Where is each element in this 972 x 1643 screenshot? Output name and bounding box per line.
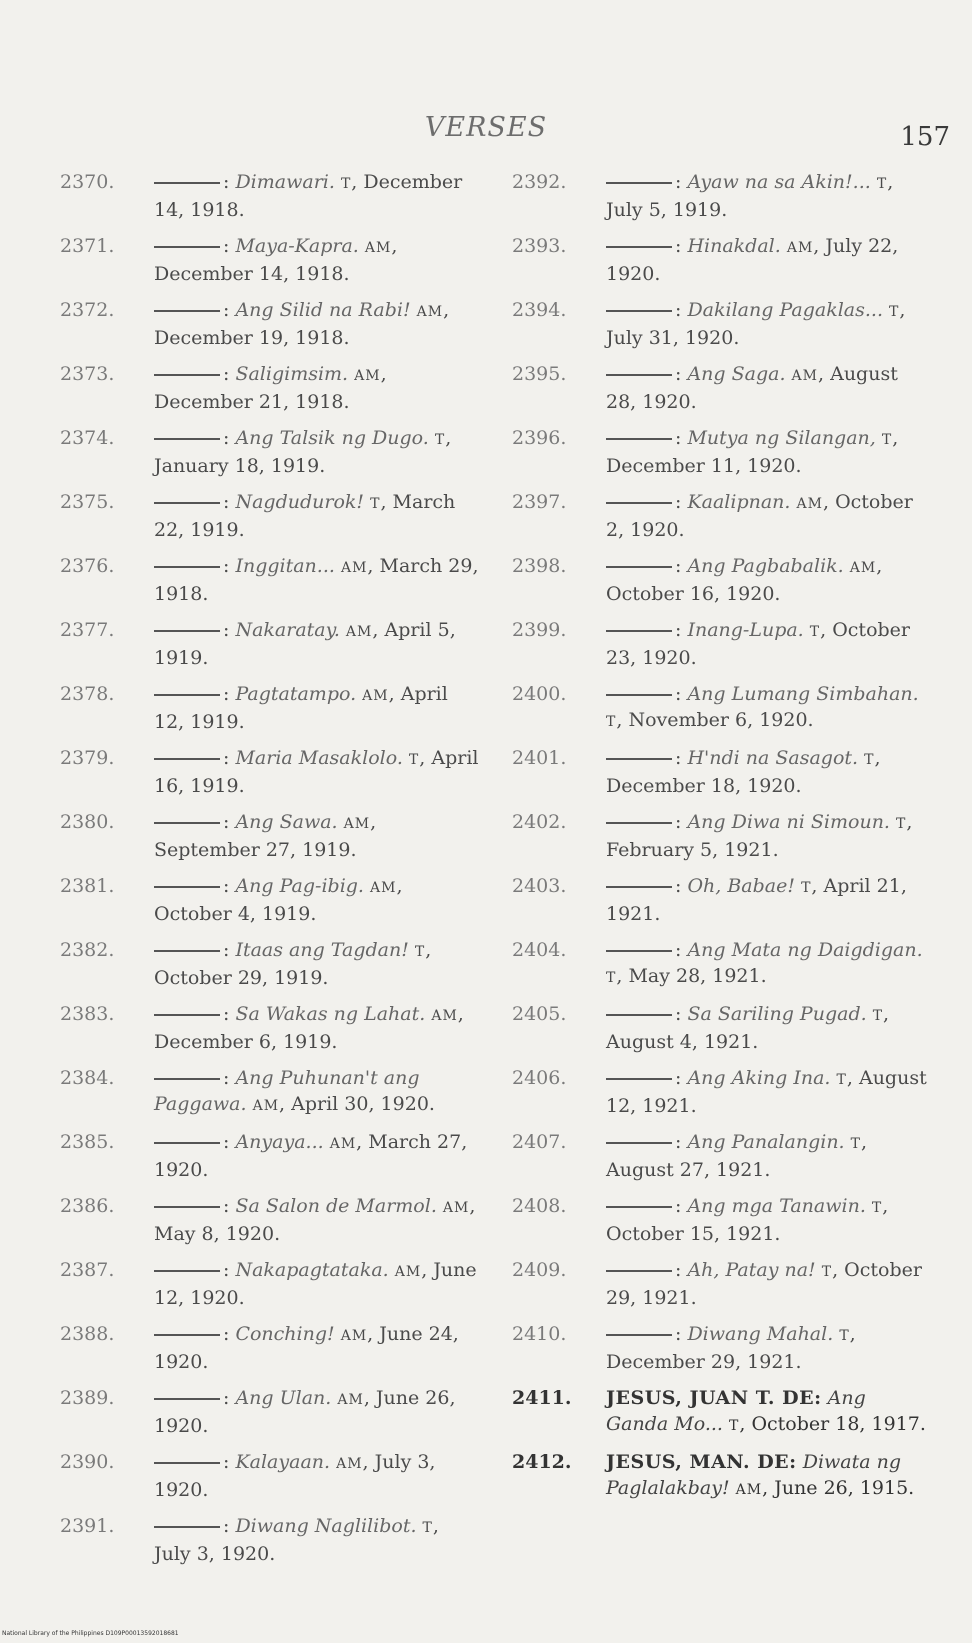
bibliography-entry: 2371. : Maya-Kapra. AM, December 14, 1918. <box>60 235 398 285</box>
entry-date: July 3, 1920. <box>154 1451 436 1501</box>
ditto-dash <box>606 694 672 696</box>
entry-title: Ang Lumang Simbahan. <box>687 683 919 705</box>
bibliography-entry: 2394. : Dakilang Pagaklas... T, July 31, 1920. <box>512 299 906 349</box>
entry-date: June 12, 1920. <box>154 1259 477 1309</box>
entry-code: AM <box>345 624 373 640</box>
bibliography-entry: 2389. : Ang Ulan. AM, June 26, 1920. <box>60 1387 456 1437</box>
entry-author: JESUS, JUAN T. DE: <box>606 1387 822 1409</box>
entry-number: 2405. <box>512 1003 567 1025</box>
entry-code: AM <box>329 1136 357 1152</box>
entry-code: T <box>729 1417 740 1434</box>
entry-date: August 4, 1921. <box>606 1030 759 1053</box>
entry-code: T <box>896 816 907 832</box>
bibliography-entry: 2404. : Ang Mata ng Daigdigan. T, May 28, 1921. <box>512 939 923 987</box>
running-title: VERSES <box>424 112 548 143</box>
ditto-dash <box>606 1142 672 1144</box>
entry-date: October 4, 1919. <box>154 902 317 925</box>
entry-number: 2392. <box>512 171 567 193</box>
ditto-dash <box>154 182 220 184</box>
entry-number: 2393. <box>512 235 567 257</box>
entry-date: April 5, 1919. <box>154 619 456 669</box>
entry-code: AM <box>370 880 397 896</box>
bibliography-entry: 2384. : Ang Puhunan't ang Paggawa. AM, April 30, 1920. <box>60 1067 435 1115</box>
entry-number: 2378. <box>60 683 115 705</box>
entry-code: AM <box>796 496 823 512</box>
bibliography-entry: 2412. JESUS, MAN. DE: Diwata ng Paglalakbay! AM, June 26, 1915. <box>512 1451 915 1499</box>
entry-number: 2400. <box>512 683 567 705</box>
entry-date: March 29, 1918. <box>154 555 479 605</box>
entry-code: T <box>370 496 381 512</box>
entry-title: Ang Sawa. <box>235 811 338 833</box>
entry-date: March 22, 1919. <box>154 491 456 541</box>
entry-title: Pagtatampo. <box>235 683 357 705</box>
entry-title: Ang Aking Ina. <box>687 1067 831 1089</box>
entry-author: JESUS, MAN. DE: <box>606 1451 797 1473</box>
ditto-dash <box>606 374 672 376</box>
entry-number: 2383. <box>60 1003 115 1025</box>
entry-code: T <box>864 752 875 768</box>
bibliography-entry: 2403. : Oh, Babae! T, April 21, 1921. <box>512 875 907 925</box>
ditto-dash <box>154 1270 220 1272</box>
entry-number: 2373. <box>60 363 115 385</box>
ditto-dash <box>606 630 672 632</box>
entry-date: October 15, 1921. <box>606 1222 781 1245</box>
ditto-dash <box>154 1526 220 1528</box>
entry-number: 2391. <box>60 1515 115 1537</box>
ditto-dash <box>154 822 220 824</box>
page-header <box>0 112 972 162</box>
entry-code: AM <box>340 1328 368 1344</box>
entry-code: AM <box>343 816 371 832</box>
ditto-dash <box>606 502 672 504</box>
entry-date: October 18, 1917. <box>751 1412 926 1435</box>
entry-number: 2407. <box>512 1131 567 1153</box>
entry-code: AM <box>340 560 368 576</box>
entry-title: Ah, Patay na! <box>687 1259 816 1281</box>
entry-number: 2385. <box>60 1131 115 1153</box>
entry-title: Ang Ganda Mo... <box>606 1387 866 1435</box>
entry-date: April 30, 1920. <box>291 1092 435 1115</box>
entry-title: Sa Sariling Pugad. <box>687 1003 867 1025</box>
entry-date: April 21, 1921. <box>606 875 907 925</box>
entry-number: 2395. <box>512 363 567 385</box>
ditto-dash <box>606 1078 672 1080</box>
ditto-dash <box>154 694 220 696</box>
bibliography-entry: 2406. : Ang Aking Ina. T, August 12, 1921. <box>512 1067 927 1117</box>
entry-code: T <box>434 432 446 448</box>
entry-date: August 28, 1920. <box>606 363 898 413</box>
bibliography-entry: 2400. : Ang Lumang Simbahan. T, November 6, 1920. <box>512 683 919 731</box>
entry-number: 2409. <box>512 1259 567 1281</box>
entry-code: AM <box>786 240 814 256</box>
entry-title: Ang Mata ng Daigdigan. <box>687 939 923 961</box>
entry-number: 2394. <box>512 299 567 321</box>
entry-title: Ang Diwa ni Simoun. <box>687 811 890 833</box>
ditto-dash <box>154 310 220 312</box>
entry-number: 2370. <box>60 171 115 193</box>
entry-code: AM <box>442 1200 470 1216</box>
bibliography-entry: 2373. : Saligimsim. AM, December 21, 1918. <box>60 363 387 413</box>
footer-credit: National Library of the Philippines D109P00013592018681 <box>2 1630 179 1637</box>
entry-code: T <box>408 752 420 768</box>
entry-title: Dakilang Pagaklas... <box>687 299 883 321</box>
ditto-dash <box>606 822 672 824</box>
entry-date: July 31, 1920. <box>606 326 740 349</box>
bibliography-entry: 2411. JESUS, JUAN T. DE: Ang Ganda Mo... T, October 18, 1917. <box>512 1387 926 1435</box>
bibliography-entry: 2387. : Nakapagtataka. AM, June 12, 1920. <box>60 1259 477 1309</box>
ditto-dash <box>154 374 220 376</box>
entry-date: October 23, 1920. <box>606 619 910 669</box>
entry-title: Anyaya... <box>235 1131 324 1153</box>
ditto-dash <box>154 630 220 632</box>
ditto-dash <box>154 950 220 952</box>
entry-title: Ang Panalangin. <box>687 1131 845 1153</box>
bibliography-entry: 2408. : Ang mga Tanawin. T, October 15, 1921. <box>512 1195 889 1245</box>
bibliography-entry: 2391. : Diwang Naglilibot. T, July 3, 1920. <box>60 1515 439 1565</box>
entry-code: AM <box>416 304 444 320</box>
entry-number: 2406. <box>512 1067 567 1089</box>
bibliography-entry: 2381. : Ang Pag-ibig. AM, October 4, 1919. <box>60 875 403 925</box>
entry-title: Diwang Naglilibot. <box>235 1515 417 1537</box>
ditto-dash <box>154 758 220 760</box>
entry-date: October 29, 1919. <box>154 966 329 989</box>
entry-title: Diwata ng Paglalakbay! <box>606 1451 902 1499</box>
entry-title: Maya-Kapra. <box>235 235 359 257</box>
entry-date: December 21, 1918. <box>154 390 350 413</box>
entry-number: 2375. <box>60 491 115 513</box>
entry-title: Ang Pag-ibig. <box>235 875 364 897</box>
entry-date: July 5, 1919. <box>606 198 728 221</box>
entry-title: Nakaratay. <box>235 619 340 641</box>
entry-date: August 12, 1921. <box>606 1067 927 1117</box>
entry-number: 2411. <box>512 1387 572 1409</box>
entry-code: AM <box>394 1264 422 1280</box>
entry-number: 2387. <box>60 1259 115 1281</box>
ditto-dash <box>154 438 220 440</box>
entry-code: AM <box>354 368 381 384</box>
bibliography-entry: 2383. : Sa Wakas ng Lahat. AM, December 6, 1919. <box>60 1003 464 1053</box>
ditto-dash <box>154 502 220 504</box>
entry-date: July 22, 1920. <box>606 235 899 285</box>
bibliography-entry: 2393. : Hinakdal. AM, July 22, 1920. <box>512 235 899 285</box>
entry-title: Sa Wakas ng Lahat. <box>235 1003 426 1025</box>
entry-title: Dimawari. <box>235 171 335 193</box>
entry-code: T <box>881 432 893 448</box>
entry-number: 2381. <box>60 875 115 897</box>
entry-title: Inggitan... <box>235 555 335 577</box>
entry-code: T <box>340 176 352 192</box>
entry-number: 2389. <box>60 1387 115 1409</box>
ditto-dash <box>154 1462 220 1464</box>
entry-number: 2380. <box>60 811 115 833</box>
entry-title: Ang mga Tanawin. <box>687 1195 866 1217</box>
page-number: 157 <box>900 122 950 152</box>
bibliography-entry: 2407. : Ang Panalangin. T, August 27, 1921. <box>512 1131 868 1181</box>
bibliography-entry: 2409. : Ah, Patay na! T, October 29, 1921. <box>512 1259 922 1309</box>
entry-date: October 2, 1920. <box>606 491 913 541</box>
entry-number: 2403. <box>512 875 567 897</box>
entry-number: 2371. <box>60 235 115 257</box>
ditto-dash <box>154 1014 220 1016</box>
entry-number: 2399. <box>512 619 567 641</box>
ditto-dash <box>154 1398 220 1400</box>
ditto-dash <box>154 886 220 888</box>
bibliography-entry: 2398. : Ang Pagbabalik. AM, October 16, 1920. <box>512 555 883 605</box>
bibliography-entry: 2397. : Kaalipnan. AM, October 2, 1920. <box>512 491 913 541</box>
ditto-dash <box>154 1078 220 1080</box>
entry-number: 2374. <box>60 427 115 449</box>
bibliography-entry: 2376. : Inggitan... AM, March 29, 1918. <box>60 555 479 605</box>
ditto-dash <box>154 1206 220 1208</box>
bibliography-entry: 2385. : Anyaya... AM, March 27, 1920. <box>60 1131 468 1181</box>
entry-title: Mutya ng Silangan, <box>687 427 876 449</box>
entry-code: T <box>889 304 900 320</box>
entry-code: T <box>839 1328 850 1344</box>
entry-title: Inang-Lupa. <box>687 619 804 641</box>
left-column <box>60 170 480 1578</box>
entry-code: T <box>872 1008 884 1024</box>
bibliography-entry: 2382. : Itaas ang Tagdan! T, October 29, 1919. <box>60 939 432 989</box>
entry-date: August 27, 1921. <box>606 1158 771 1181</box>
entry-code: T <box>876 176 888 192</box>
entry-number: 2412. <box>512 1451 572 1473</box>
entry-date: December 18, 1920. <box>606 774 802 797</box>
entry-date: June 26, 1915. <box>774 1476 915 1499</box>
entry-code: AM <box>791 368 818 384</box>
entry-code: T <box>821 1264 833 1280</box>
ditto-dash <box>154 1142 220 1144</box>
entry-number: 2390. <box>60 1451 115 1473</box>
entry-title: Ayaw na sa Akin!... <box>687 171 871 193</box>
bibliography-entry: 2388. : Conching! AM, June 24, 1920. <box>60 1323 459 1373</box>
entry-date: May 8, 1920. <box>154 1222 281 1245</box>
entry-date: June 26, 1920. <box>154 1387 456 1437</box>
entry-title: Ang Saga. <box>687 363 786 385</box>
entry-date: May 28, 1921. <box>628 964 767 987</box>
entry-code: AM <box>849 560 877 576</box>
bibliography-entry: 2379. : Maria Masaklolo. T, April 16, 1919. <box>60 747 479 797</box>
entry-date: December 29, 1921. <box>606 1350 802 1373</box>
entry-title: Kaalipnan. <box>687 491 791 513</box>
ditto-dash <box>606 1334 672 1336</box>
entry-number: 2410. <box>512 1323 567 1345</box>
bibliography-entry: 2380. : Ang Sawa. AM, September 27, 1919. <box>60 811 377 861</box>
entry-code: T <box>422 1520 433 1536</box>
entry-title: Ang Ulan. <box>235 1387 332 1409</box>
ditto-dash <box>606 246 672 248</box>
ditto-dash <box>606 566 672 568</box>
entry-code: AM <box>337 1392 364 1408</box>
entry-number: 2377. <box>60 619 115 641</box>
bibliography-entry: 2405. : Sa Sariling Pugad. T, August 4, 1921. <box>512 1003 890 1053</box>
ditto-dash <box>154 1334 220 1336</box>
entry-code: T <box>871 1200 883 1216</box>
entry-date: December 19, 1918. <box>154 326 350 349</box>
entry-code: AM <box>364 240 392 256</box>
entry-code: T <box>606 713 617 730</box>
entry-date: September 27, 1919. <box>154 838 357 861</box>
entry-number: 2376. <box>60 555 115 577</box>
entry-number: 2372. <box>60 299 115 321</box>
bibliography-entry: 2410. : Diwang Mahal. T, December 29, 1921. <box>512 1323 856 1373</box>
ditto-dash <box>606 182 672 184</box>
entry-date: February 5, 1921. <box>606 838 779 861</box>
entry-date: December 6, 1919. <box>154 1030 338 1053</box>
entry-title: Sa Salon de Marmol. <box>235 1195 437 1217</box>
ditto-dash <box>606 1270 672 1272</box>
bibliography-entry: 2399. : Inang-Lupa. T, October 23, 1920. <box>512 619 910 669</box>
bibliography-entry: 2392. : Ayaw na sa Akin!... T, July 5, 1919. <box>512 171 894 221</box>
entry-title: Kalayaan. <box>235 1451 331 1473</box>
entry-number: 2397. <box>512 491 567 513</box>
right-column <box>512 170 932 1514</box>
bibliography-entry: 2395. : Ang Saga. AM, August 28, 1920. <box>512 363 898 413</box>
entry-code: T <box>606 969 617 986</box>
entry-code: T <box>836 1072 847 1088</box>
bibliography-entry: 2401. : H'ndi na Sasagot. T, December 18, 1920. <box>512 747 881 797</box>
entry-title: Ang Puhunan't ang Paggawa. <box>154 1067 420 1115</box>
entry-title: H'ndi na Sasagot. <box>687 747 859 769</box>
entry-date: June 24, 1920. <box>154 1323 459 1373</box>
entry-date: January 18, 1919. <box>154 454 326 477</box>
entry-code: T <box>801 880 812 896</box>
entry-code: AM <box>431 1008 458 1024</box>
entry-date: April 16, 1919. <box>154 747 479 797</box>
ditto-dash <box>606 310 672 312</box>
bibliography-entry: 2377. : Nakaratay. AM, April 5, 1919. <box>60 619 456 669</box>
entry-number: 2382. <box>60 939 115 961</box>
ditto-dash <box>606 438 672 440</box>
ditto-dash <box>154 566 220 568</box>
bibliography-entry: 2370. : Dimawari. T, December 14, 1918. <box>60 171 463 221</box>
bibliography-entry: 2386. : Sa Salon de Marmol. AM, May 8, 1920. <box>60 1195 476 1245</box>
bibliography-entry: 2402. : Ang Diwa ni Simoun. T, February 5, 1921. <box>512 811 913 861</box>
ditto-dash <box>606 1206 672 1208</box>
ditto-dash <box>606 950 672 952</box>
entry-date: October 29, 1921. <box>606 1259 922 1309</box>
entry-number: 2398. <box>512 555 567 577</box>
entry-number: 2401. <box>512 747 567 769</box>
entry-title: Ang Talsik ng Dugo. <box>235 427 429 449</box>
entry-code: T <box>414 944 426 960</box>
entry-title: Conching! <box>235 1323 335 1345</box>
bibliography-entry: 2378. : Pagtatampo. AM, April 12, 1919. <box>60 683 448 733</box>
entry-date: December 14, 1918. <box>154 262 350 285</box>
entry-number: 2384. <box>60 1067 115 1089</box>
entry-title: Diwang Mahal. <box>687 1323 834 1345</box>
entry-title: Oh, Babae! <box>687 875 796 897</box>
entry-title: Ang Silid na Rabi! <box>235 299 411 321</box>
bibliography-entry: 2390. : Kalayaan. AM, July 3, 1920. <box>60 1451 436 1501</box>
bibliography-entry: 2396. : Mutya ng Silangan, T, December 11, 1920. <box>512 427 899 477</box>
bibliography-entry: 2375. : Nagdudurok! T, March 22, 1919. <box>60 491 456 541</box>
entry-date: March 27, 1920. <box>154 1131 468 1181</box>
entry-date: April 12, 1919. <box>154 683 448 733</box>
entry-date: December 11, 1920. <box>606 454 802 477</box>
entry-title: Ang Pagbabalik. <box>687 555 844 577</box>
entry-date: November 6, 1920. <box>628 708 814 731</box>
entry-title: Maria Masaklolo. <box>235 747 403 769</box>
entry-number: 2396. <box>512 427 567 449</box>
entry-title: Nakapagtataka. <box>235 1259 389 1281</box>
entry-code: T <box>809 624 821 640</box>
entry-number: 2404. <box>512 939 567 961</box>
entry-date: December 14, 1918. <box>154 171 463 221</box>
ditto-dash <box>606 1014 672 1016</box>
entry-code: AM <box>252 1097 280 1114</box>
entry-date: July 3, 1920. <box>154 1542 276 1565</box>
entry-title: Saligimsim. <box>235 363 349 385</box>
entry-number: 2388. <box>60 1323 115 1345</box>
entry-title: Itaas ang Tagdan! <box>235 939 409 961</box>
bibliography-entry: 2374. : Ang Talsik ng Dugo. T, January 18, 1919. <box>60 427 452 477</box>
ditto-dash <box>154 246 220 248</box>
ditto-dash <box>606 758 672 760</box>
entry-code: AM <box>362 688 389 704</box>
entry-code: T <box>850 1136 861 1152</box>
entry-number: 2379. <box>60 747 115 769</box>
ditto-dash <box>606 886 672 888</box>
entry-code: AM <box>336 1456 363 1472</box>
entry-number: 2402. <box>512 811 567 833</box>
entry-number: 2408. <box>512 1195 567 1217</box>
entry-number: 2386. <box>60 1195 115 1217</box>
entry-title: Hinakdal. <box>687 235 781 257</box>
entry-date: October 16, 1920. <box>606 582 781 605</box>
entry-code: AM <box>735 1481 763 1498</box>
entry-title: Nagdudurok! <box>235 491 365 513</box>
bibliography-entry: 2372. : Ang Silid na Rabi! AM, December 19, 1918. <box>60 299 450 349</box>
